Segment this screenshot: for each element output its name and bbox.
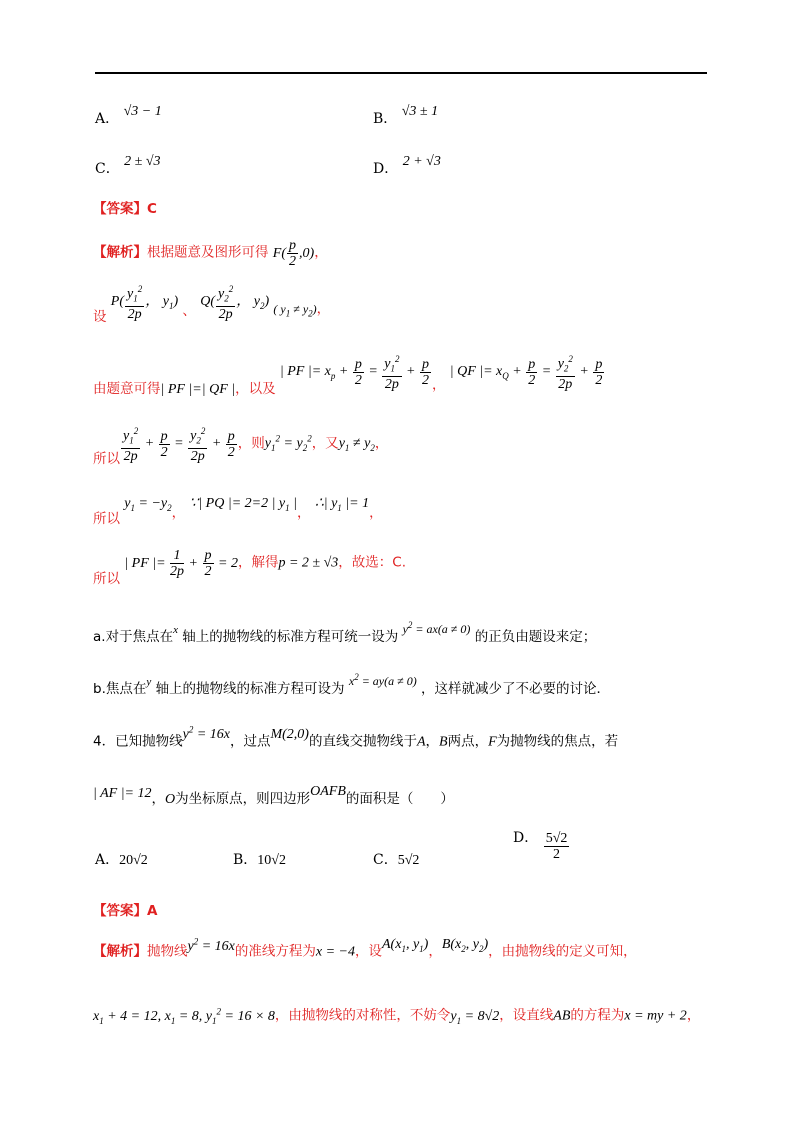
q4-s6: ， [151,791,165,807]
q3-analysis-line2 [93,282,331,326]
p-solution: p = 2 ± √3 [278,555,339,571]
q4-option-c [373,849,419,869]
q4-s7: 为坐标原点，则四边形 [175,791,311,807]
q3-l2-text2: 、 [182,303,196,320]
point-q-formula: Q( $\frac{y_2^2}{2p}$ ， $y_2$) [200,284,270,323]
point-p-formula: P( $\frac{y_1^2}{2p}$ ， $y_1$) [110,284,179,323]
q4-point-b: $B(x_2$, $y_2$) [441,936,489,954]
q3-l6-text1: 所以 [93,570,120,587]
q3-l5-text1: 所以 [93,511,120,527]
q4-option-c-value: 5√2 [397,853,420,868]
q3-l4-text1: 所以 [93,451,120,468]
q3-l5-text4: ， [369,505,383,521]
q4-o: O [165,792,176,807]
q4-b: B [439,734,448,750]
q4-t4: ， [428,943,442,960]
q4-s8: 的面积是（ ） [345,791,454,807]
q4-analysis-line2 [93,1002,700,1029]
pf-eq-qf: | PF |=| QF | [160,382,236,398]
q4-f: F [488,734,497,750]
q4-option-a-label: A． [95,852,120,868]
q3-analysis-line3 [93,352,605,398]
pf-formula: | PF |= $x_p$ + $\frac{p}{2}$ = $\frac{y_1^2}{2p}$ + $\frac{p}{2}$ [279,354,429,393]
pf-value-formula: | PF |= $\frac{1}{2p}$ + $\frac{p}{2}$ = 2 [124,548,238,579]
option-b-value: √3 ± 1 [401,104,439,119]
option-c-value: 2 ± √3 [124,154,161,169]
q3-l2-text1: 设 [93,309,107,326]
q3-analysis-text1: 根据题意及图形可得 [147,244,269,261]
q4-option-a-value: 20√2 [119,853,148,868]
q3-l6-text3: ，故选：C. [338,554,406,571]
q4-s5: 为抛物线的焦点，若 [496,733,619,750]
option-c-label: C． [95,161,120,177]
q4-oafb: OAFB [310,784,346,799]
note-a-text1: a.对于焦点在 [93,629,174,645]
q3-analysis-line1: 【解析】根据题意及图形可得 F( $\frac{p}{2}$ ,0)， [93,238,328,269]
q4-line-eq: x = my + 2 [624,1008,687,1024]
q3-l4-text2: ，则 [237,435,265,452]
q3-l2-text3: ， [316,301,331,318]
q3-analysis-line4 [93,424,389,468]
q4-t5: ，由抛物线的定义可知， [488,943,637,960]
q3-analysis-line5 [93,494,383,527]
note-b [93,672,610,699]
note-b-text3: ，这样就减少了不必要的讨论． [421,681,610,697]
q4-point-a: $A(x_1$, $y_1$) [382,936,429,954]
y-squared-eq: $y_1^2 = y_2^2$ [264,433,312,454]
q3-l6-text2: ，解得 [237,554,279,571]
q4-option-d [513,831,570,862]
q4-option-b-label: B． [233,852,258,868]
q4-y1-val: $y_1 = 8√2$ [450,1008,500,1026]
q4-analysis-line1 [93,938,637,965]
option-d-label: D． [373,161,399,177]
note-b-formula: $x^2 = ay(a \ne 0)$ [348,672,417,688]
q3-l3-text1: 由题意可得 [93,381,161,398]
q4-option-b [233,849,286,869]
q4-s4: 两点， [447,733,489,750]
note-a-formula: $y^2 = ax(a \ne 0)$ [402,620,471,636]
q4-option-d-label: D． [513,829,539,846]
q4-parabola: $y^2 = 16x$ [182,724,230,742]
q4-point-m: M(2,0) [270,726,309,742]
q4-ab-line: AB [553,1008,571,1024]
q4-x1-eq: $x_1 + 4 = 12$, $x_1 = 8$, $y_1^2 = 16 \times 8$ [93,1006,275,1026]
q4-s2: ，过点 [229,733,271,750]
note-a-text2: 轴上的抛物线的标准方程可统一设为 [182,629,399,645]
q3-l5-text2: ， [171,505,186,521]
note-b-text2: 轴上的抛物线的标准方程可设为 [155,681,345,697]
q4-t2: 的准线方程为 [234,943,316,960]
q3-answer: 【答案】C [93,201,157,217]
equal-sum-formula: $\frac{y_1^2}{2p}$ + $\frac{p}{2}$ = $\frac{y_2^2}{2p}$ + $\frac{p}{2}$ [123,426,235,465]
option-a [95,104,162,128]
q3-l5-text3: ， [297,505,311,521]
y1-neg-y2: $y_1 = -y_2$ [124,496,172,513]
q4-s3: 的直线交抛物线于 [308,733,417,750]
note-a [93,620,597,647]
q4-t3: ，设 [355,943,382,960]
q3-analysis-line6 [93,548,406,587]
q4-u2: ，设直线 [499,1007,554,1024]
q4-af: | AF |= 12 [93,786,152,801]
q3-l3-text2: ，以及 [235,381,276,398]
q4-option-b-value: 10√2 [257,853,286,868]
option-b [373,104,439,128]
q4-u3: 的方程为 [570,1007,625,1024]
q4-t1: 抛物线 [147,943,188,960]
option-b-label: B． [373,111,398,127]
q4-option-c-label: C． [373,852,398,868]
focus-formula: F( $\frac{p}{2}$ ,0) [272,238,315,269]
y1-abs: ∴| $y_1$ |= 1 [314,496,370,513]
q4-stem-line1: 4．已知抛物线$y^2 = 16x$，过点M(2,0)的直线交抛物线于A，B两点，F为抛物线的焦点，若 [93,724,619,750]
q4-directrix: x = −4 [315,944,355,960]
pq-formula: ∵| PQ |= 2=2 | $y_1$ | [189,496,298,513]
q3-l4-text3: ，又 [311,435,339,452]
qf-formula: | QF |= $x_Q$ + $\frac{p}{2}$ = $\frac{y_2^2}{2p}$ + $\frac{p}{2}$ [449,354,603,393]
q3-analysis-label: 【解析】 [93,244,147,261]
q3-l3-text3: ， [431,377,446,394]
q4-analysis-label: 【解析】 [93,943,147,960]
q4-answer: 【答案】A [93,903,158,919]
y-neq: $y_1 \ne y_2$ [338,436,375,454]
option-d [373,154,441,178]
q4-s1: 4．已知抛物线 [93,733,183,750]
q4-t-parabola: $y^2 = 16x$ [187,936,235,954]
note-a-x: x [173,624,178,636]
q4-u1: ，由抛物线的对称性，不妨令 [274,1007,451,1024]
q4-option-d-value: $\frac{5√2}{2}$ [545,831,568,862]
note-b-y: y [146,676,152,688]
option-a-label: A． [95,111,120,127]
q4-u4: ， [686,1007,701,1024]
q4-stem-line2 [93,784,454,809]
option-c [95,154,161,178]
note-b-text1: b.焦点在 [93,681,147,697]
option-d-value: 2 + √3 [402,154,441,169]
header-rule [95,72,707,74]
option-a-value: √3 − 1 [123,104,162,119]
q4-option-a [95,849,148,869]
q4-ab: A [416,734,426,750]
note-a-text3: 的正负由题设来定； [474,629,597,645]
y-neq-formula: ( $y_1 \ne y_2$) [273,302,317,319]
q3-l4-text4: ， [374,435,389,452]
